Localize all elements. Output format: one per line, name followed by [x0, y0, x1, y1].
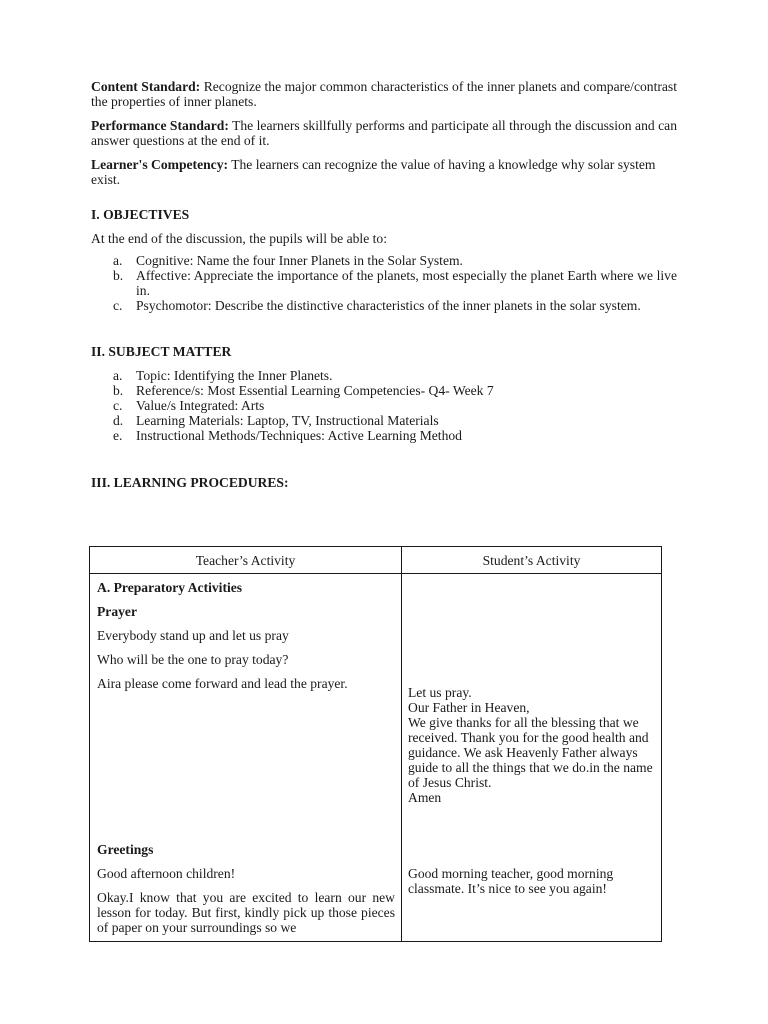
content-standard-label: Content Standard: — [91, 79, 201, 94]
teacher-line: Everybody stand up and let us pray — [97, 628, 289, 643]
student-line: Amen — [408, 790, 442, 805]
performance-standard-text: The learners skillfully performs and participate all through the discussion and can answer questions at the end of it. — [91, 118, 677, 148]
teacher-line: Who will be the one to pray today? — [97, 652, 289, 667]
table-row — [90, 574, 662, 942]
teacher-activity-header: Teacher’s Activity — [90, 547, 402, 574]
teacher-line: Good afternoon children! — [97, 866, 236, 881]
student-prayer — [408, 685, 656, 805]
preparatory-activities-title: A. Preparatory Activities — [97, 580, 243, 595]
performance-standard-label: Performance Standard: — [91, 118, 229, 133]
teacher-line: Aira please come forward and lead the prayer. — [97, 676, 348, 691]
list-item-text: Topic: Identifying the Inner Planets. — [136, 368, 333, 383]
performance-standard — [91, 118, 677, 148]
list-item — [91, 398, 677, 413]
content-standard — [91, 79, 677, 109]
student-activity-header: Student’s Activity — [402, 547, 662, 574]
subject-matter-list — [91, 368, 677, 443]
list-item-text: Learning Materials: Laptop, TV, Instructional Materials — [136, 413, 439, 428]
list-marker: d. — [113, 413, 124, 428]
learner-competency-text: The learners can recognize the value of having a knowledge why solar system exist. — [91, 157, 656, 187]
student-line: Good morning teacher, good morning classmate. It’s nice to see you again! — [408, 866, 614, 896]
list-item — [91, 253, 677, 268]
table-header-row — [90, 547, 662, 574]
list-item-text: Affective: Appreciate the importance of the planets, most especially the planet Earth where we live in. — [136, 268, 677, 298]
subject-matter-heading: II. SUBJECT MATTER — [91, 344, 232, 359]
list-item-text: Reference/s: Most Essential Learning Competencies- Q4- Week 7 — [136, 383, 494, 398]
list-item — [91, 413, 677, 428]
list-marker: c. — [113, 398, 123, 413]
list-item-text: Psychomotor: Describe the distinctive characteristics of the inner planets in the solar system. — [136, 298, 641, 313]
procedures-table — [89, 546, 662, 942]
list-marker: b. — [113, 383, 124, 398]
list-marker: c. — [113, 298, 123, 313]
list-item-text: Cognitive: Name the four Inner Planets in the Solar System. — [136, 253, 463, 268]
student-greeting-reply — [408, 866, 656, 896]
list-item — [91, 298, 677, 313]
learning-procedures-heading: III. LEARNING PROCEDURES: — [91, 475, 289, 490]
teacher-line: Okay.I know that you are excited to learn our new lesson for today. But first, kindly pick up those pieces of paper on your surroundings so we — [97, 890, 395, 935]
prayer-title: Prayer — [97, 604, 137, 619]
list-item — [91, 268, 677, 298]
list-marker: a. — [113, 368, 123, 383]
list-marker: b. — [113, 268, 124, 283]
student-line: Let us pray. — [408, 685, 472, 700]
list-item-text: Instructional Methods/Techniques: Active Learning Method — [136, 428, 462, 443]
learner-competency-label: Learner's Competency: — [91, 157, 229, 172]
objectives-list — [91, 253, 677, 313]
list-marker: e. — [113, 428, 123, 443]
student-line: We give thanks for all the blessing that we received. Thank you for the good health and guidance. We ask Heavenly Father always guide to all the things that we do.in the name of Jesus Christ. — [408, 715, 653, 790]
student-line: Our Father in Heaven, — [408, 700, 530, 715]
list-marker: a. — [113, 253, 123, 268]
list-item-text: Value/s Integrated: Arts — [136, 398, 265, 413]
objectives-intro: At the end of the discussion, the pupils will be able to: — [91, 231, 387, 246]
list-item — [91, 383, 677, 398]
teacher-activity-cell — [90, 574, 402, 942]
objectives-heading: I. OBJECTIVES — [91, 207, 190, 222]
list-item — [91, 428, 677, 443]
student-activity-cell — [402, 574, 662, 942]
learner-competency — [91, 157, 677, 187]
greetings-title: Greetings — [97, 842, 154, 857]
content-standard-text: Recognize the major common characteristics of the inner planets and compare/contrast the properties of inner planets. — [91, 79, 677, 109]
list-item — [91, 368, 677, 383]
document-body — [91, 79, 677, 490]
